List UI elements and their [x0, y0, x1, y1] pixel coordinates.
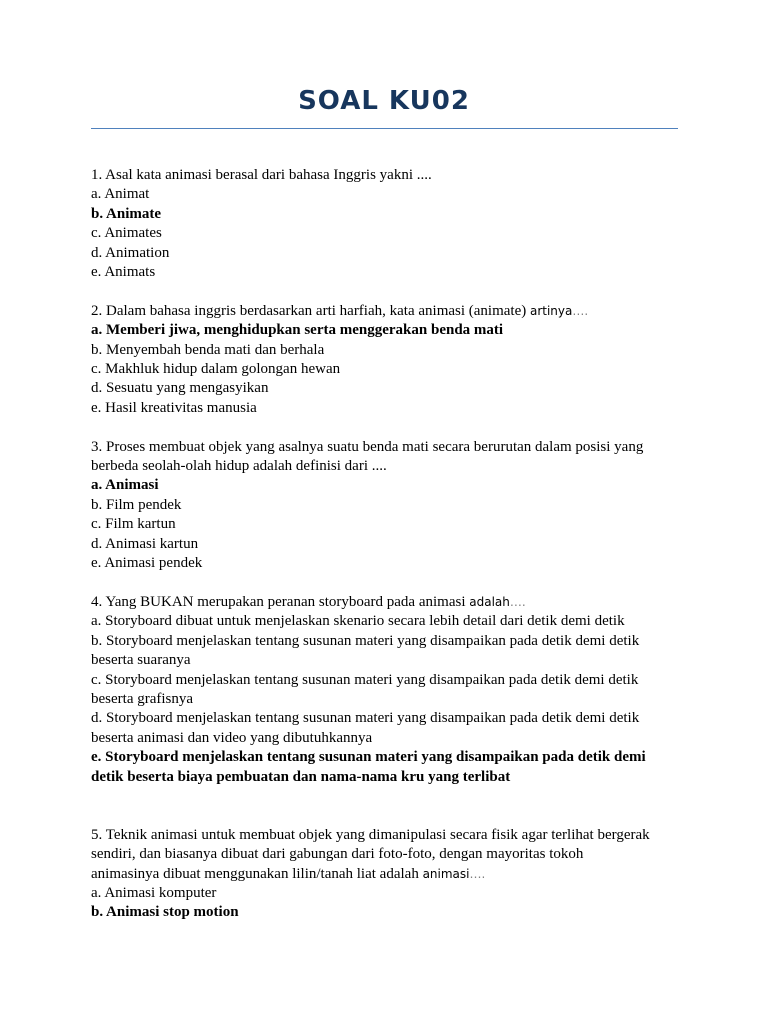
- question-stem-line-3: [91, 865, 691, 884]
- document-title: SOAL KU02: [298, 86, 470, 116]
- option-b-line-1: b. Storyboard menjelaskan tentang susunan materi yang disampaikan pada detik demi detik: [91, 632, 640, 649]
- question-stem-dots: ….: [469, 866, 486, 881]
- option-b-answer: b. Animate: [91, 205, 162, 222]
- question-stem: [91, 302, 691, 321]
- option-d-line-1: d. Storyboard menjelaskan tentang susunan materi yang disampaikan pada detik demi detik: [91, 710, 640, 727]
- question-stem-tail: artinya: [529, 303, 573, 318]
- question-stem-text: 2. Dalam bahasa inggris berdasarkan arti harfiah, kata animasi (animate): [91, 302, 527, 319]
- question-stem: [91, 593, 691, 612]
- question-stem-text: 4. Yang BUKAN merupakan peranan storyboard pada animasi: [91, 593, 466, 610]
- option-e: e. Hasil kreativitas manusia: [91, 399, 257, 416]
- question-stem-dots: ….: [572, 303, 589, 318]
- question-2: [91, 302, 691, 418]
- option-e-answer-line-1: e. Storyboard menjelaskan tentang susunan materi yang disampaikan pada detik demi: [91, 749, 646, 766]
- option-e: e. Animats: [91, 264, 156, 281]
- option-a-answer: a. Memberi jiwa, menghidupkan serta menggerakan benda mati: [91, 322, 504, 339]
- question-1: [91, 166, 691, 282]
- question-stem-text: animasinya dibuat menggunakan lilin/tanah liat adalah: [91, 865, 419, 882]
- question-stem-dots: ….: [509, 594, 526, 609]
- question-stem-tail: adalah: [469, 594, 510, 609]
- option-c: c. Film kartun: [91, 516, 176, 533]
- option-c: c. Animates: [91, 225, 162, 242]
- title-underline: [91, 128, 678, 129]
- option-b-line-2: beserta suaranya: [91, 652, 191, 669]
- option-b: b. Film pendek: [91, 496, 182, 513]
- option-e: e. Animasi pendek: [91, 555, 203, 572]
- question-stem-tail: animasi: [422, 866, 470, 881]
- question-3: [91, 438, 691, 574]
- option-d-line-2: beserta animasi dan video yang dibutuhkannya: [91, 729, 373, 746]
- option-a-answer: a. Animasi: [91, 477, 159, 494]
- option-c: c. Makhluk hidup dalam golongan hewan: [91, 361, 341, 378]
- option-b: b. Menyembah benda mati dan berhala: [91, 341, 325, 358]
- option-a: a. Storyboard dibuat untuk menjelaskan skenario secara lebih detail dari detik demi detik: [91, 613, 625, 630]
- option-b-answer: b. Animasi stop motion: [91, 904, 239, 921]
- option-e-answer-line-2: detik beserta biaya pembuatan dan nama-nama kru yang terlibat: [91, 768, 511, 785]
- question-4: [91, 593, 691, 787]
- question-stem-line-1: 5. Teknik animasi untuk membuat objek yang dimanipulasi secara fisik agar terlihat bergerak: [91, 826, 650, 843]
- question-stem: 1. Asal kata animasi berasal dari bahasa Inggris yakni ....: [91, 167, 432, 183]
- option-a: a. Animat: [91, 186, 150, 203]
- option-c-line-1: c. Storyboard menjelaskan tentang susunan materi yang disampaikan pada detik demi detik: [91, 671, 639, 688]
- option-a: a. Animasi komputer: [91, 884, 217, 901]
- question-5: [91, 826, 691, 923]
- option-d: d. Animasi kartun: [91, 535, 199, 552]
- option-c-line-2: beserta grafisnya: [91, 690, 194, 707]
- question-stem-line-2: sendiri, dan biasanya dibuat dari gabungan dari foto-foto, dengan mayoritas tokoh: [91, 846, 584, 863]
- option-d: d. Sesuatu yang mengasyikan: [91, 380, 269, 397]
- question-stem-line-2: berbeda seolah-olah hidup adalah definisi dari ....: [91, 458, 387, 475]
- option-d: d. Animation: [91, 244, 170, 261]
- document-body: [91, 166, 691, 942]
- question-stem-line-1: 3. Proses membuat objek yang asalnya suatu benda mati secara berurutan dalam posisi yang: [91, 438, 644, 455]
